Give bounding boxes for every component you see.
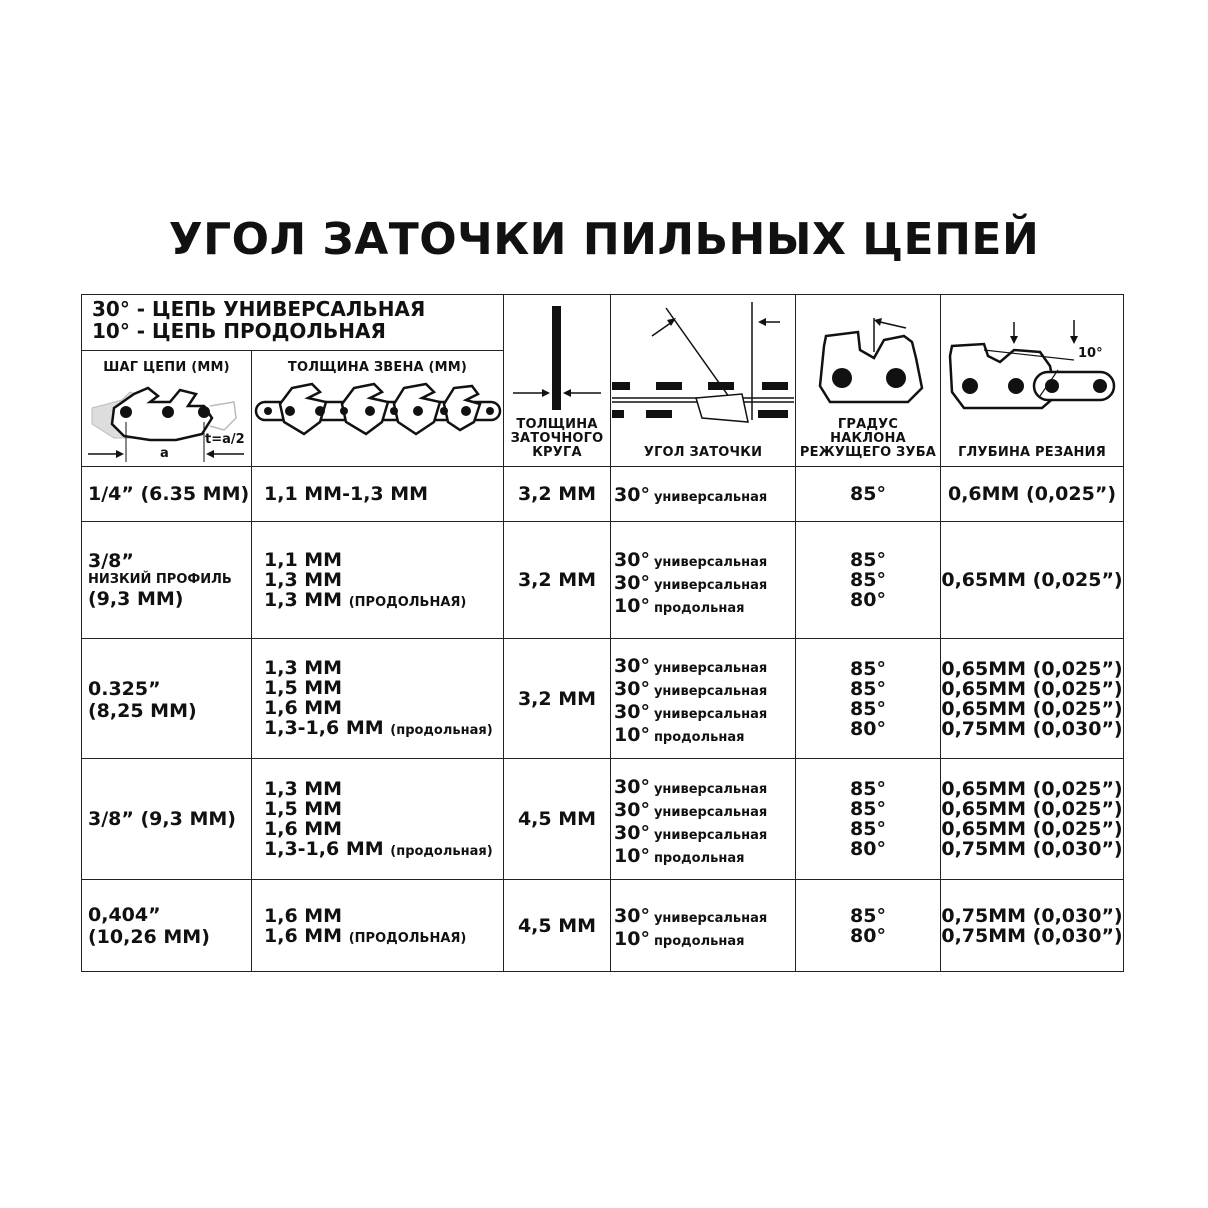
page-title: УГОЛ ЗАТОЧКИ ПИЛЬНЫХ ЦЕПЕЙ <box>168 214 1040 265</box>
row3-file-cell: 3,2 ММ <box>503 638 611 759</box>
row3-tilt-value-3: 85° <box>850 697 886 720</box>
angle-type: универсальная <box>653 490 768 505</box>
row4-depth-cell <box>940 758 1124 880</box>
row1-depth-cell <box>940 466 1124 522</box>
row2-angle-line-3 <box>614 596 767 619</box>
angle-type: универсальная <box>653 578 768 593</box>
row2-depth-value: 0,65ММ (0,025”) <box>941 569 1123 591</box>
header-file-line-2: ЗАТОЧНОГО <box>510 431 604 446</box>
gauge-value: 1,3-1,6 ММ <box>264 717 384 739</box>
gauge-value: 1,6 ММ <box>264 925 343 947</box>
row2-gauge <box>264 550 466 613</box>
header-angle-label: УГОЛ ЗАТОЧКИ <box>643 445 763 460</box>
row4-pitch-line-1: 3/8” (9,3 ММ) <box>88 808 236 830</box>
row4-tilt-value-1: 85° <box>850 778 886 800</box>
row4-tilt-value-2: 85° <box>850 798 886 820</box>
row3-angle-line-2 <box>614 679 767 702</box>
row3-tilt-cell <box>795 638 941 759</box>
row5-gauge-line-1: 1,6 ММ <box>264 905 343 927</box>
angle-degree: 10° <box>614 595 650 617</box>
angle-degree: 10° <box>614 724 650 746</box>
angle-type: продольная <box>653 601 745 616</box>
row5-gauge <box>264 906 466 949</box>
header-file-label <box>503 418 611 460</box>
angle-type: продольная <box>653 851 745 866</box>
row4-gauge <box>264 779 493 862</box>
row3-depth-value-2: 0,65ММ (0,025”) <box>941 677 1123 700</box>
row4-depth-value-3: 0,65ММ (0,025”) <box>941 818 1123 840</box>
row3-angle-line-4 <box>614 725 767 748</box>
row2-file-cell: 3,2 ММ <box>503 521 611 639</box>
row2-tilt-value-1: 85° <box>850 549 886 571</box>
gauge-diagram <box>254 378 502 448</box>
row4-depth-value-1: 0,65ММ (0,025”) <box>941 778 1123 800</box>
angle-type: универсальная <box>653 782 768 797</box>
row4-gauge-line-2: 1,5 ММ <box>264 798 343 820</box>
angle-type: универсальная <box>653 828 768 843</box>
pitch-a-label: a <box>160 446 169 461</box>
row1-angle <box>614 484 767 506</box>
angle-type: универсальная <box>653 555 768 570</box>
header-pitch-label: ШАГ ЦЕПИ (ММ) <box>103 360 230 375</box>
angle-degree: 30° <box>614 655 650 677</box>
row5-tilt-cell <box>795 879 941 972</box>
row4-tilt-value-3: 85° <box>850 818 886 840</box>
legend <box>92 298 425 342</box>
row3-angle <box>614 656 767 748</box>
row5-depth-value-2: 0,75ММ (0,030”) <box>941 924 1123 947</box>
row4-tilt-value-4: 80° <box>850 838 886 860</box>
row3-gauge-line-4 <box>264 718 493 741</box>
row4-tilt-cell <box>795 758 941 880</box>
row2-pitch-line-1: 3/8” <box>88 550 134 572</box>
gauge-note: (ПРОДОЛЬНАЯ) <box>348 931 467 946</box>
row1-file-cell: 3,2 ММ <box>503 466 611 522</box>
row2-pitch-line-3: (9,3 ММ) <box>88 588 184 610</box>
gauge-value: 1,3-1,6 ММ <box>264 838 384 860</box>
row5-angle-line-1 <box>614 906 767 929</box>
angle-degree: 30° <box>614 822 650 844</box>
row3-tilt-value-2: 85° <box>850 677 886 700</box>
angle-type: универсальная <box>653 911 768 926</box>
angle-type: универсальная <box>653 684 768 699</box>
angle-type: универсальная <box>653 707 768 722</box>
header-file-line-1: ТОЛЩИНА <box>516 417 598 432</box>
row1-gauge-line-1: 1,1 ММ-1,3 ММ <box>264 483 429 505</box>
gauge-note: (продольная) <box>390 723 493 738</box>
row2-angle-line-1 <box>614 550 767 573</box>
row4-file-cell: 4,5 ММ <box>503 758 611 880</box>
row2-tilt-cell <box>795 521 941 639</box>
row2-gauge-line-2: 1,3 ММ <box>264 569 343 591</box>
row2-gauge-line-1: 1,1 ММ <box>264 549 343 571</box>
row3-gauge-line-3: 1,6 ММ <box>264 697 343 719</box>
gauge-value: 1,3 ММ <box>264 589 343 611</box>
row3-depth-value-3: 0,65ММ (0,025”) <box>941 697 1123 720</box>
angle-degree: 30° <box>614 678 650 700</box>
angle-diagram <box>612 298 794 430</box>
row4-angle-line-3 <box>614 823 767 846</box>
row3-pitch-line-2: (8,25 ММ) <box>88 700 197 722</box>
header-tilt-line-3: РЕЖУЩЕГО ЗУБА <box>799 445 937 460</box>
file-diagram <box>505 300 609 412</box>
row1-pitch <box>88 484 249 504</box>
depth-diagram <box>944 310 1120 414</box>
row4-pitch <box>88 809 236 829</box>
row3-pitch-line-1: 0.325” <box>88 678 161 700</box>
row2-pitch-line-2: НИЗКИЙ ПРОФИЛЬ <box>88 572 232 587</box>
row1-gauge <box>264 484 428 504</box>
row4-angle-line-4 <box>614 846 767 869</box>
pitch-t-label: t=a/2 <box>205 432 245 447</box>
row1-angle-line-1 <box>614 484 767 506</box>
row3-angle-line-3 <box>614 702 767 725</box>
angle-type: универсальная <box>653 661 768 676</box>
angle-degree: 30° <box>614 701 650 723</box>
row5-pitch-line-1: 0,404” <box>88 904 161 926</box>
row3-tilt-value-4: 80° <box>850 717 886 740</box>
legend-rip: 10° - ЦЕПЬ ПРОДОЛЬНАЯ <box>92 319 386 343</box>
row5-pitch-line-2: (10,26 ММ) <box>88 926 210 948</box>
row2-tilt-value-3: 80° <box>850 589 886 611</box>
row3-tilt-value-1: 85° <box>850 657 886 680</box>
row3-depth-value-1: 0,65ММ (0,025”) <box>941 657 1123 680</box>
angle-degree: 30° <box>614 799 650 821</box>
header-tilt-line-2: НАКЛОНА <box>830 431 906 446</box>
row5-pitch <box>88 904 210 948</box>
depth-10deg-label: 10° <box>1078 346 1103 361</box>
angle-degree: 30° <box>614 572 650 594</box>
row3-gauge-line-2: 1,5 ММ <box>264 677 343 699</box>
row5-tilt-value-2: 80° <box>850 924 886 947</box>
row5-gauge-line-2 <box>264 926 466 949</box>
header-file-line-3: КРУГА <box>532 445 582 460</box>
row2-tilt-value-2: 85° <box>850 569 886 591</box>
angle-type: продольная <box>653 934 745 949</box>
angle-degree: 30° <box>614 549 650 571</box>
row4-gauge-line-3: 1,6 ММ <box>264 818 343 840</box>
angle-degree: 30° <box>614 776 650 798</box>
angle-degree: 30° <box>614 484 650 506</box>
row2-gauge-line-3 <box>264 590 466 613</box>
row3-depth-cell <box>940 638 1124 759</box>
gauge-note: (продольная) <box>390 844 493 859</box>
angle-degree: 10° <box>614 845 650 867</box>
row5-tilt-value-1: 85° <box>850 904 886 927</box>
row3-pitch <box>88 678 197 722</box>
row5-depth-value-1: 0,75ММ (0,030”) <box>941 904 1123 927</box>
row2-depth-cell <box>940 521 1124 639</box>
legend-universal: 30° - ЦЕПЬ УНИВЕРСАЛЬНАЯ <box>92 297 426 321</box>
row4-gauge-line-4 <box>264 839 493 862</box>
row5-angle-line-2 <box>614 929 767 952</box>
row3-depth-value-4: 0,75ММ (0,030”) <box>941 717 1123 740</box>
row2-pitch <box>88 551 232 609</box>
header-tilt-label <box>795 418 941 460</box>
row3-gauge-line-1: 1,3 ММ <box>264 657 343 679</box>
angle-type: универсальная <box>653 805 768 820</box>
row1-tilt-cell <box>795 466 941 522</box>
row4-angle-line-1 <box>614 777 767 800</box>
row2-angle-line-2 <box>614 573 767 596</box>
row5-depth-cell <box>940 879 1124 972</box>
row1-depth-value: 0,6ММ (0,025”) <box>947 483 1117 505</box>
row1-pitch-line-1: 1/4” (6.35 ММ) <box>88 483 250 505</box>
row4-depth-value-2: 0,65ММ (0,025”) <box>941 798 1123 820</box>
row4-depth-value-4: 0,75ММ (0,030”) <box>941 838 1123 860</box>
row4-angle-line-2 <box>614 800 767 823</box>
row2-angle <box>614 550 767 619</box>
row1-tilt-value: 85° <box>850 483 886 505</box>
row5-file-cell: 4,5 ММ <box>503 879 611 972</box>
tilt-diagram <box>798 298 938 410</box>
gauge-note: (ПРОДОЛЬНАЯ) <box>348 595 467 610</box>
row3-gauge <box>264 658 493 741</box>
row4-gauge-line-1: 1,3 ММ <box>264 778 343 800</box>
angle-type: продольная <box>653 730 745 745</box>
angle-degree: 10° <box>614 928 650 950</box>
header-tilt-line-1: ГРАДУС <box>837 417 899 432</box>
header-depth-label: ГЛУБИНА РЕЗАНИЯ <box>958 445 1106 460</box>
row3-angle-line-1 <box>614 656 767 679</box>
row5-angle <box>614 906 767 952</box>
angle-degree: 30° <box>614 905 650 927</box>
header-gauge-label: ТОЛЩИНА ЗВЕНА (ММ) <box>287 360 468 375</box>
row4-angle <box>614 777 767 869</box>
